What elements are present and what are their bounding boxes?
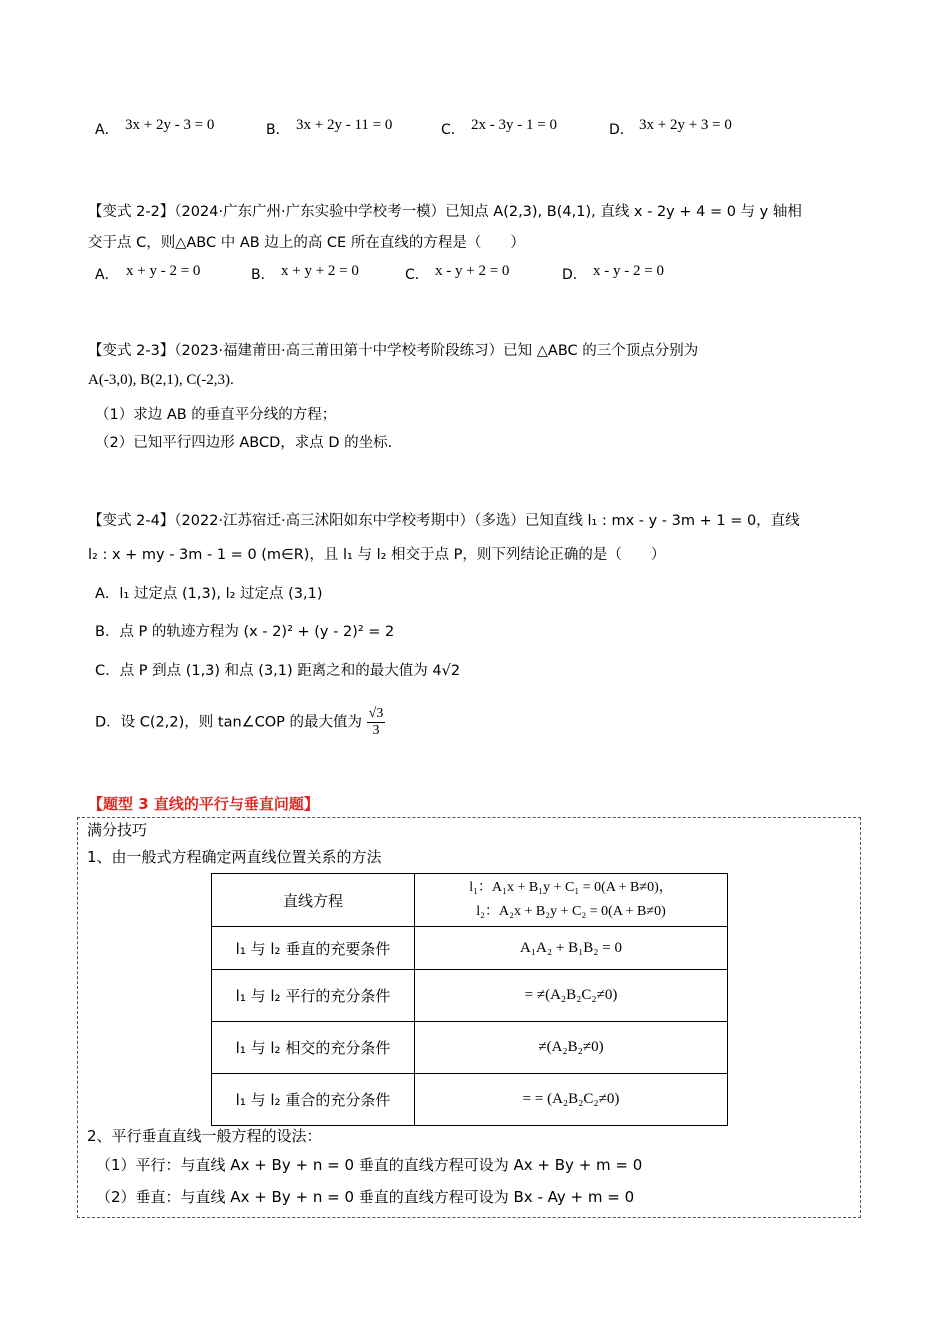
- q23-sub1: （1）求边 AB 的垂直平分线的方程；: [95, 407, 337, 423]
- q24-option-b: B．点 P 的轨迹方程为 (x - 2)² + (y - 2)² = 2: [95, 624, 395, 640]
- q23-sub2: （2）已知平行四边形 ABCD，求点 D 的坐标.: [95, 435, 393, 451]
- tips-item-2-2: （2）垂直：与直线 Ax + By + n = 0 垂直的直线方程可设为 Bx - Ay + m = 0: [96, 1188, 635, 1206]
- table-row: [212, 1074, 728, 1126]
- q22-option-b-label: B．: [251, 267, 275, 283]
- tips-item-2-1: （1）平行：与直线 Ax + By + n = 0 垂直的直线方程可设为 Ax + By + m = 0: [96, 1156, 643, 1174]
- q24-option-c: C．点 P 到点 (1,3) 和点 (3,1) 距离之和的最大值为 4√2: [95, 663, 461, 679]
- l2-equation: l₂：A₂x + B₂y + C₂ = 0(A + B≠0): [476, 904, 666, 919]
- option-d-expr: 3x + 2y + 3 = 0: [639, 117, 732, 133]
- q22-option-d-label: D．: [562, 267, 587, 283]
- condition-cell: l₁ 与 l₂ 重合的充分条件: [212, 1074, 415, 1126]
- q23-line1: 【变式 2-3】（2023·福建莆田·高三莆田第十中学校考阶段练习）已知 △ABC 的三个顶点分别为: [88, 343, 699, 359]
- q22-option-d-expr: x - y - 2 = 0: [593, 263, 664, 279]
- fraction-denominator: 3: [372, 723, 380, 738]
- option-a-label: A．: [95, 122, 119, 138]
- tips-box-title: 满分技巧: [87, 821, 148, 839]
- option-a-expr: 3x + 2y - 3 = 0: [125, 117, 215, 133]
- table-header-row: [212, 874, 728, 927]
- fraction: [367, 706, 386, 739]
- option-c-expr: 2x - 3y - 1 = 0: [471, 117, 557, 133]
- table-header-left: 直线方程: [212, 874, 415, 927]
- section-heading: 【题型 3 直线的平行与垂直问题】: [88, 795, 319, 813]
- q22-option-b-expr: x + y + 2 = 0: [281, 263, 359, 279]
- l1-equation: l₁：A₁x + B₁y + C₁ = 0(A + B≠0)，: [469, 880, 673, 895]
- q24-option-d: [95, 706, 385, 739]
- expression-cell: ≠(A₂B₂≠0): [415, 1022, 728, 1074]
- q24-line1: 【变式 2-4】（2022·江苏宿迁·高三沭阳如东中学校考期中）（多选）已知直线 l₁ : mx - y - 3m + 1 = 0，直线: [88, 513, 800, 529]
- table-header-right: [415, 874, 728, 927]
- option-b-label: B．: [266, 122, 290, 138]
- table-row: [212, 970, 728, 1022]
- tips-item-2: 2、平行垂直直线一般方程的设法：: [87, 1127, 322, 1145]
- expression-cell: = ≠(A₂B₂C₂≠0): [415, 970, 728, 1022]
- q24-option-a: A．l₁ 过定点 (1,3), l₂ 过定点 (3,1): [95, 586, 323, 602]
- q24-option-d-text: D．设 C(2,2)，则 tan∠COP 的最大值为: [95, 714, 363, 731]
- q24-line2: l₂ : x + my - 3m - 1 = 0 (m∈R)，且 l₁ 与 l₂ 相交于点 P，则下列结论正确的是（ ）: [88, 547, 666, 563]
- q22-line2: 交于点 C，则△ABC 中 AB 边上的高 CE 所在直线的方程是（ ）: [88, 235, 525, 251]
- expression-cell: = = (A₂B₂C₂≠0): [415, 1074, 728, 1126]
- q22-option-c-label: C．: [405, 267, 429, 283]
- option-b-expr: 3x + 2y - 11 = 0: [296, 117, 393, 133]
- table-row: [212, 927, 728, 970]
- condition-cell: l₁ 与 l₂ 相交的充分条件: [212, 1022, 415, 1074]
- tips-item-1: 1、由一般式方程确定两直线位置关系的方法: [87, 848, 382, 866]
- q22-option-a-expr: x + y - 2 = 0: [126, 263, 201, 279]
- condition-cell: l₁ 与 l₂ 平行的充分条件: [212, 970, 415, 1022]
- q23-line2: A(-3,0), B(2,1), C(-2,3).: [88, 372, 234, 388]
- option-c-label: C．: [441, 122, 465, 138]
- q22-option-a-label: A．: [95, 267, 119, 283]
- relations-table: [211, 873, 728, 1126]
- fraction-numerator: √3: [368, 706, 384, 721]
- q22-option-c-expr: x - y + 2 = 0: [435, 263, 510, 279]
- condition-cell: l₁ 与 l₂ 垂直的充要条件: [212, 927, 415, 970]
- expression-cell: A₁A₂ + B₁B₂ = 0: [415, 927, 728, 970]
- table-row: [212, 1022, 728, 1074]
- q22-line1: 【变式 2-2】（2024·广东广州·广东实验中学校考一模）已知点 A(2,3), B(4,1), 直线 x - 2y + 4 = 0 与 y 轴相: [88, 204, 802, 220]
- option-d-label: D．: [609, 122, 634, 138]
